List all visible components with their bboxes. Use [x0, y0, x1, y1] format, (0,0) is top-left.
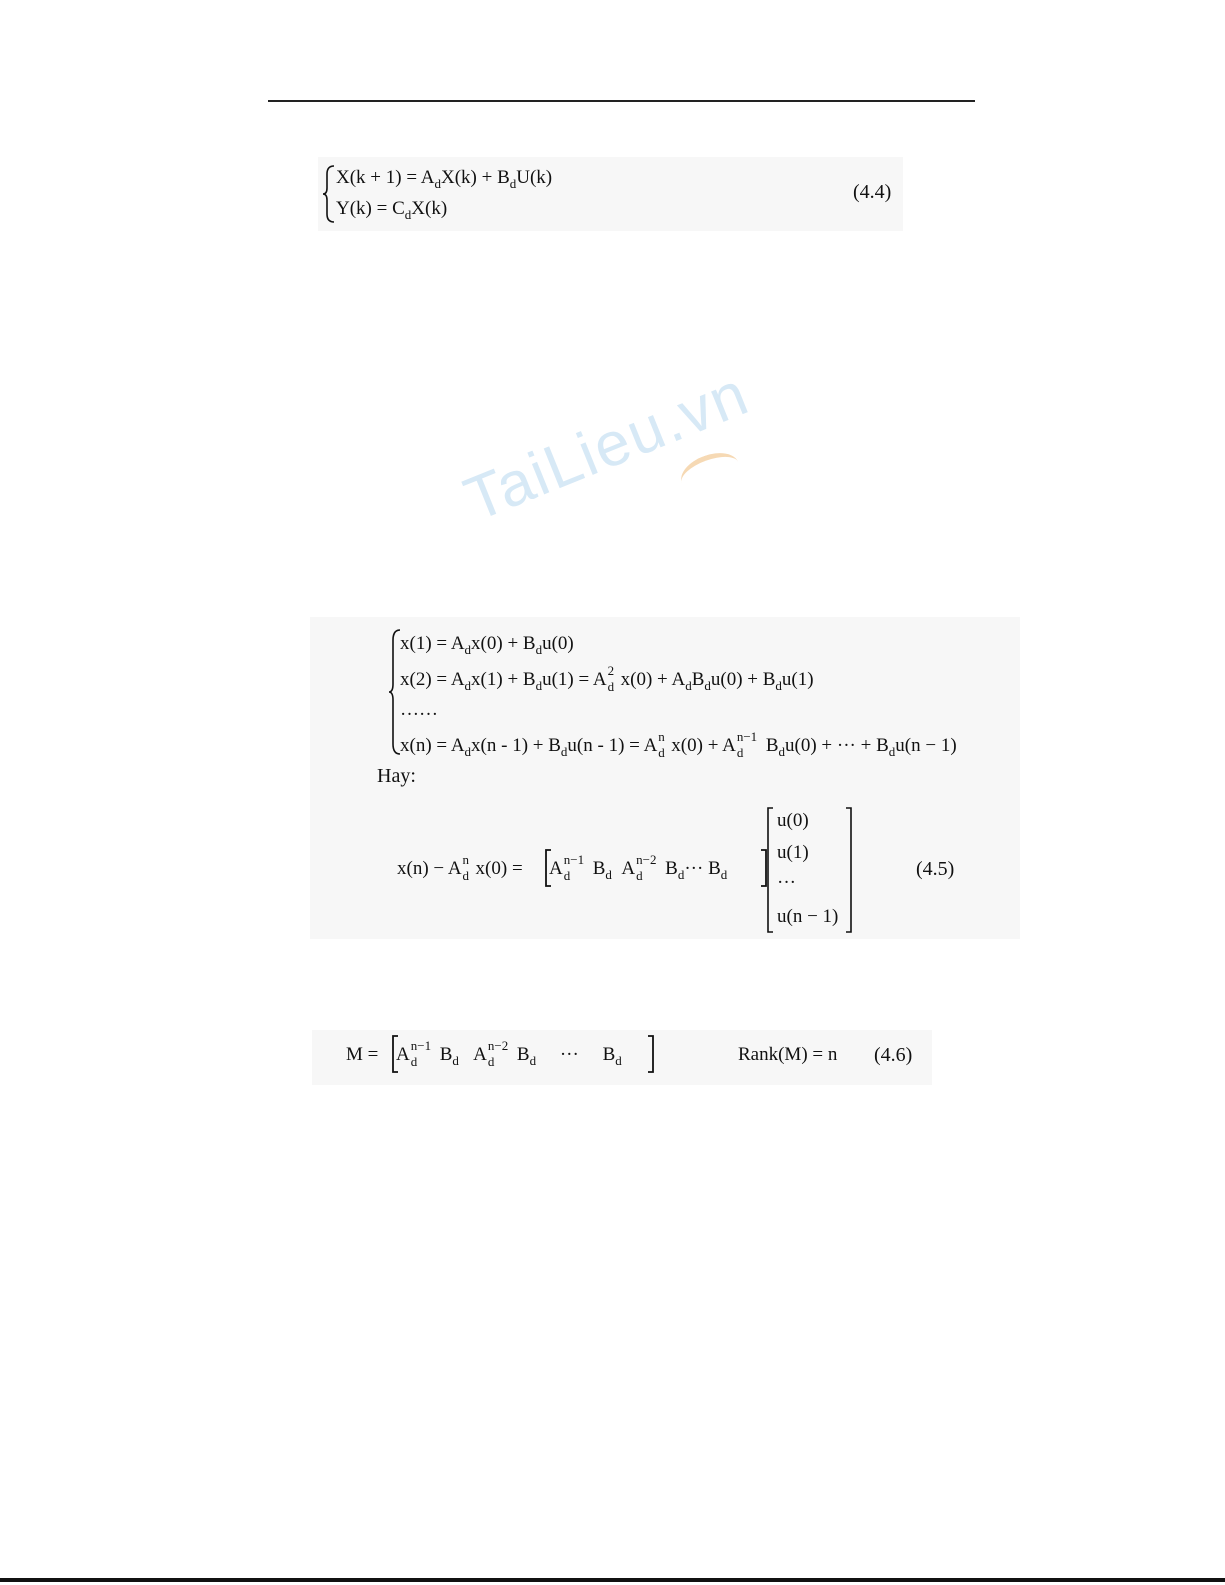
equation-4-5-matrix: A n−1 d $B_d$ A n−2 d $B_d\cdot\cdot\cdot B_d$ [549, 852, 728, 883]
equation-4-4-line2: $Y(k) = C_dX(k)$ [336, 198, 448, 222]
vector-entry-1: u(1) [777, 842, 809, 863]
equation-number-4-6: (4.6) [874, 1044, 913, 1066]
system-line-2: $x(2) = A_dx(1) + B_du(1) = A$ 2 d $x(0) + A_dB_du(0) + B_du(1)$ [400, 663, 814, 694]
hay-label: Hay: [377, 765, 416, 787]
equation-4-6-matrix: A n−1 d $B_d$ A n−2 d $B_d$ ··· $B_d$ [396, 1038, 622, 1069]
equation-number-4-5: (4.5) [916, 858, 955, 880]
vector-entry-3: u(n − 1) [777, 906, 839, 927]
watermark: TaiLieu.vn [455, 358, 759, 535]
vector-entry-2: ··· [777, 872, 796, 893]
vector-entry-0: u(0) [777, 810, 809, 831]
equation-number-4-4: (4.4) [853, 181, 892, 203]
footer-rule [0, 1578, 1225, 1582]
watermark-arc [676, 446, 744, 499]
equation-4-4-line1: $X(k + 1) = A_dX(k) + B_dU(k)$ [336, 167, 553, 191]
system-line-1: $x(1) = A_dx(0) + B_du(0)$ [400, 633, 574, 657]
equation-4-5-box [310, 617, 1020, 939]
header-rule [268, 100, 975, 102]
rank-condition: Rank(M) = n [738, 1044, 838, 1065]
system-line-n: $x(n) = A_dx(n - 1) + B_du(n - 1) = A$ n d x(0) + A n−1 d $B_du(0)$ + ··· + $B_du(n - 1)$ [400, 729, 957, 760]
brace-4-4 [322, 164, 336, 224]
equation-4-5-lhs: x(n) − A n d x(0) = [397, 852, 523, 883]
system-dots: …… [400, 699, 438, 720]
equation-4-6-lhs: M = [346, 1044, 379, 1065]
